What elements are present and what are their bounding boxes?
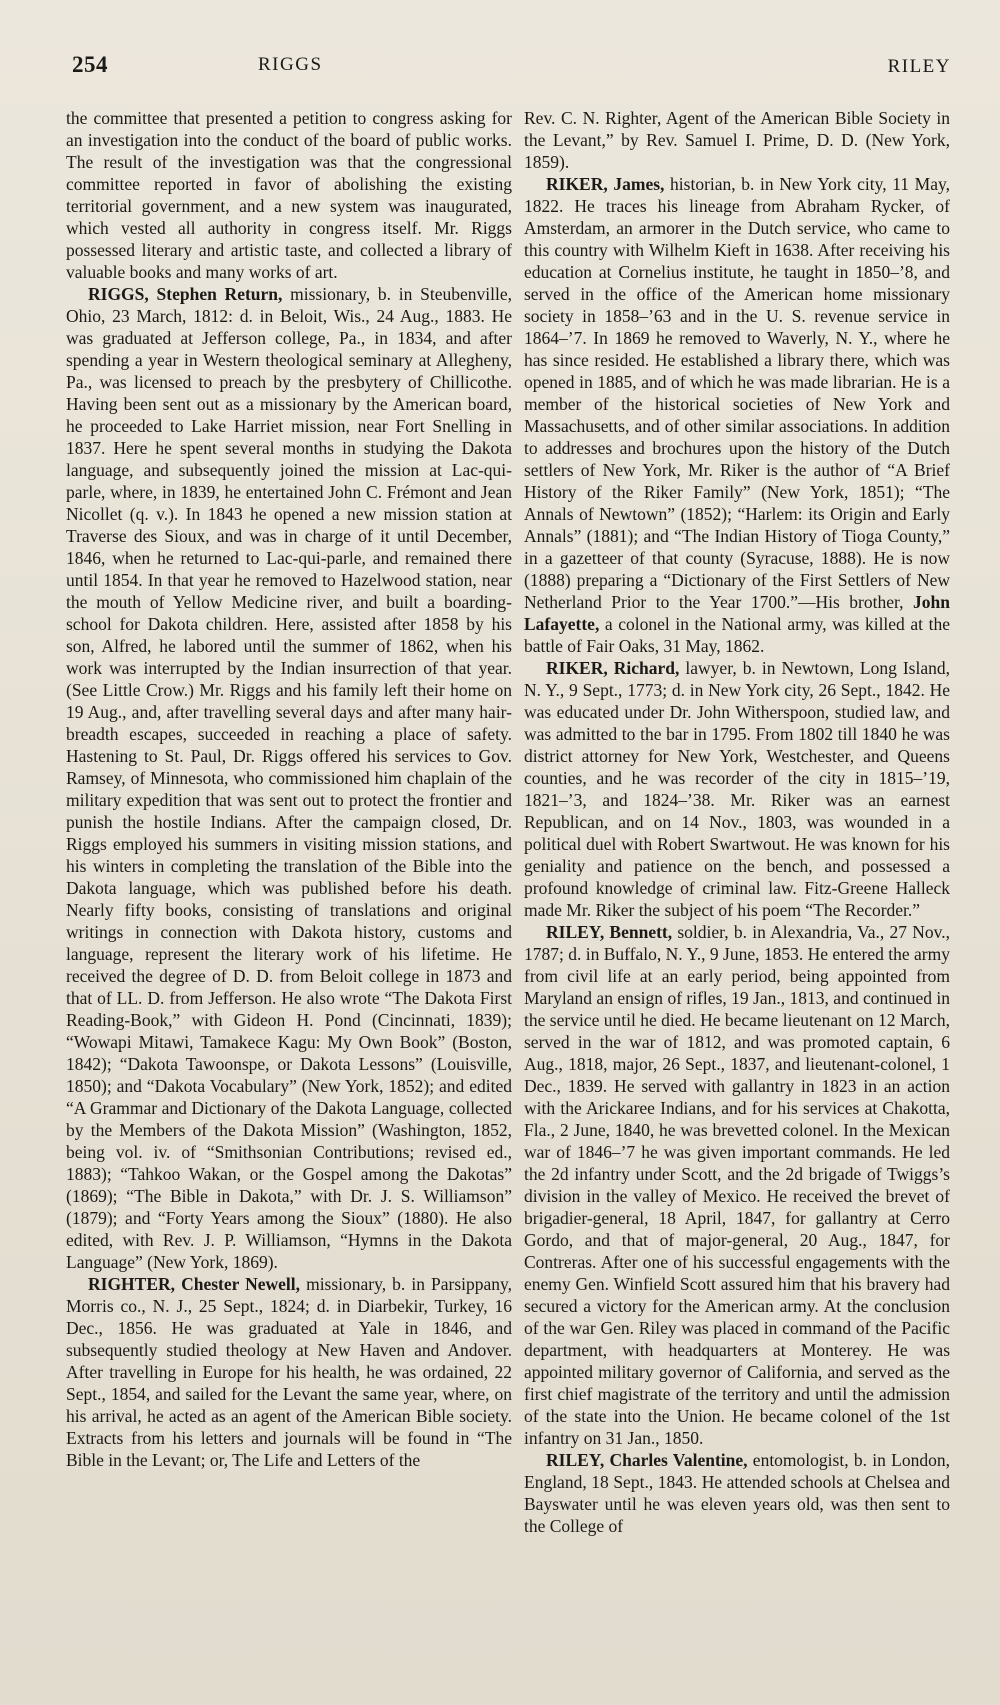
entry-riker-richard xyxy=(524,657,950,921)
entry-continuation xyxy=(66,107,512,283)
entry-text: historian, b. in New York city, 11 May, 1822. He traces his lineage from Abraham Rycker, of Amsterdam, an armorer in the Dutch service, who came to this country with Wilhelm Kieft in 1638. After receiving his education at Cornelius institute, he taught in 1850–’8, and served in the office of the American home missionary society in 1858–’63 and in the U. S. revenue service in 1864–’7. In 1869 he removed to Waverly, N. Y., where he has since resided. He established a library there, which was opened in 1885, and of which he was made librarian. He is a member of the historical societies of New York and Massachusetts, and of other similar associations. In addition to addresses and brochures upon the history of the Dutch settlers of New York, Mr. Riker is the author of “A Brief History of the Riker Family” (New York, 1851); “The Annals of Newtown” (1852); “Harlem: its Origin and Early Annals” (1881); and “The Indian History of Tioga County,” in a gazetteer of that county (Syracuse, 1888). He is now (1888) preparing a “Dictionary of the First Settlers of New Netherland Prior to the Year 1700.”—His brother, xyxy=(524,174,950,612)
entry-text: lawyer, b. in Newtown, Long Island, N. Y., 9 Sept., 1773; d. in New York city, 26 Sept., 1842. He was educated under Dr. John Witherspoon, studied law, and was admitted to the bar in 1795. From 1802 till 1840 he was district attorney for New York, Westchester, and Queens counties, and he was recorder of the city in 1815–’19, 1821–’3, and 1824–’38. Mr. Riker was an earnest Republican, and on 14 Nov., 1803, was wounded in a political duel with Robert Swartwout. He was known for his geniality and patience on the bench, and possessed a profound knowledge of criminal law. Fitz-Greene Halleck made Mr. Riker the subject of his poem “The Recorder.” xyxy=(524,658,950,920)
right-column xyxy=(524,107,950,1692)
page-number: 254 xyxy=(72,52,108,77)
entry-righter-chester xyxy=(66,1273,512,1471)
entry-headword: RIKER, James, xyxy=(546,174,665,194)
entry-riley-bennett xyxy=(524,921,950,1449)
entry-headword: RIGGS, Stephen Return, xyxy=(88,284,283,304)
entry-continuation xyxy=(524,107,950,173)
entry-riker-james xyxy=(524,173,950,657)
entry-headword: RIGHTER, Chester Newell, xyxy=(88,1274,301,1294)
page-header xyxy=(58,52,951,88)
running-head-left: RIGGS xyxy=(258,54,323,75)
entry-text: Rev. C. N. Righter, Agent of the American Bible Society in the Levant,” by Rev. Samuel I. Prime, D. D. (New York, 1859). xyxy=(524,108,950,172)
running-head-right: RILEY xyxy=(887,56,951,77)
entry-text: a colonel in the National army, was killed at the battle of Fair Oaks, 31 May, 1862. xyxy=(524,614,950,656)
entry-riggs-stephen xyxy=(66,283,512,1273)
entry-headword: RIKER, Richard, xyxy=(546,658,680,678)
entry-text: missionary, b. in Parsippany, Morris co., N. J., 25 Sept., 1824; d. in Diarbekir, Turkey, 16 Dec., 1856. He was graduated at Yale in 1846, and subsequently studied theology at New Haven and Andover. After travelling in Europe for his health, he was ordained, 22 Sept., 1854, and sailed for the Levant the same year, where, on his arrival, he acted as an agent of the American Bible society. Extracts from his letters and journals will be found in “The Bible in the Levant; or, The Life and Letters of the xyxy=(66,1274,512,1470)
entry-text: entomologist, b. in London, England, 18 Sept., 1843. He attended schools at Chelsea and Bayswater until he was eleven years old, was then sent to the College of xyxy=(524,1450,950,1536)
entry-subheadword: John Lafayette, xyxy=(524,592,950,634)
entry-text: missionary, b. in Steubenville, Ohio, 23 March, 1812: d. in Beloit, Wis., 24 Aug., 1883. He was graduated at Jefferson college, Pa., in 1834, and after spending a year in Western theological seminary at Allegheny, Pa., was licensed to preach by the presbytery of Chillicothe. Having been sent out as a missionary by the American board, he proceeded to Lake Harriet mission, near Fort Snelling in 1837. Here he spent several months in studying the Dakota language, and subsequently joined the mission at Lac-qui-parle, where, in 1839, he entertained John C. Frémont and Jean Nicollet (q. v.). In 1843 he opened a new mission station at Traverse des Sioux, and was in charge of it until December, 1846, when he returned to Lac-qui-parle, and remained there until 1854. In that year he removed to Hazelwood station, near the mouth of Yellow Medicine river, and built a boarding-school for Dakota children. Here, assisted after 1858 by his son, Alfred, he labored until the summer of 1862, when his work was interrupted by the Indian insurrection of that year. (See Little Crow.) Mr. Riggs and his family left their home on 19 Aug., and, after travelling several days and after many hair-breadth escapes, succeeded in reaching a place of safety. Hastening to St. Paul, Dr. Riggs offered his services to Gov. Ramsey, of Minnesota, who commissioned him chaplain of the military expedition that was sent out to protect the frontier and punish the hostile Indians. After the campaign closed, Dr. Riggs employed his summers in visiting mission stations, and his winters in completing the translation of the Bible into the Dakota language, which was published before his death. Nearly fifty books, consisting of translations and original writings in connection with Dakota history, customs and language, represent the literary work of his lifetime. He received the degree of D. D. from Beloit college in 1873 and that of LL. D. from Jefferson. He also wrote “The Dakota First Reading-Book,” with Gideon H. Pond (Cincinnati, 1839); “Wowapi Mitawi, Tamakece Kagu: My Own Book” (Boston, 1842); “Dakota Tawoonspe, or Dakota Lessons” (Louisville, 1850); and “Dakota Vocabulary” (New York, 1852); and edited “A Grammar and Dictionary of the Dakota Language, collected by the Members of the Dakota Mission” (Washington, 1852, being vol. iv. of “Smithsonian Contributions; revised ed., 1883); “Tahkoo Wakan, or the Gospel among the Dakotas” (1869); “The Bible in Dakota,” with Dr. J. S. Williamson” (1879); and “Forty Years among the Sioux” (1880). He also edited, with Rev. J. P. Williamson, “Hymns in the Dakota Language” (New York, 1869). xyxy=(66,284,512,1272)
left-column xyxy=(66,107,512,1692)
entry-riley-charles xyxy=(524,1449,950,1537)
entry-headword: RILEY, Charles Valentine, xyxy=(546,1450,748,1470)
entry-text: the committee that presented a petition to congress asking for an investigation into the conduct of the board of public works. The result of the investigation was that the congressional committee reported in favor of abolishing the existing territorial government, and a new system was inaugurated, which vested all authority in congress itself. Mr. Riggs possessed literary and artistic taste, and collected a library of valuable books and many works of art. xyxy=(66,108,512,282)
entry-text: soldier, b. in Alexandria, Va., 27 Nov., 1787; d. in Buffalo, N. Y., 9 June, 1853. He entered the army from civil life at an early period, being appointed from Maryland an ensign of rifles, 19 Jan., 1813, and continued in the service until he died. He became lieutenant on 12 March, served in the war of 1812, and was promoted captain, 6 Aug., 1818, major, 26 Sept., 1837, and lieutenant-colonel, 1 Dec., 1839. He served with gallantry in 1823 in an action with the Arickaree Indians, and for his services at Chakotta, Fla., 2 June, 1840, he was brevetted colonel. In the Mexican war of 1846–’7 he was given important commands. He led the 2d infantry under Scott, and the 2d brigade of Twiggs’s division in the valley of Mexico. He received the brevet of brigadier-general, 18 April, 1847, for gallantry at Cerro Gordo, and that of major-general, 20 Aug., 1847, for Contreras. After one of his successful engagements with the enemy Gen. Winfield Scott assured him that his bravery had secured a victory for the American army. At the conclusion of the war Gen. Riley was placed in command of the Pacific department, with headquarters at Monterey. He was appointed military governor of California, and served as the first chief magistrate of the territory and until the admission of the state into the Union. He became colonel of the 1st infantry on 31 Jan., 1850. xyxy=(524,922,950,1448)
entry-headword: RILEY, Bennett, xyxy=(546,922,673,942)
